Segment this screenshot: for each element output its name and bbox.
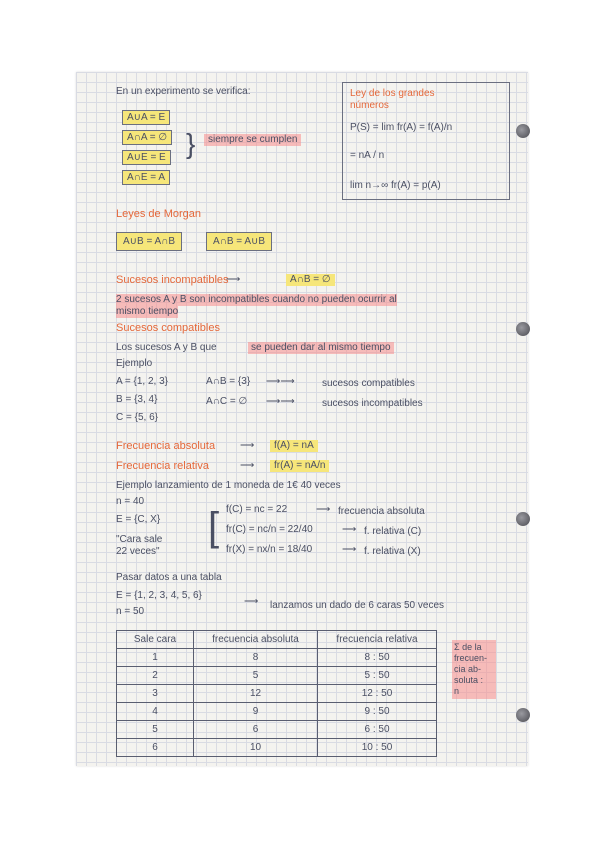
incompatible-title: Sucesos incompatibles <box>116 274 229 286</box>
table-header-row <box>117 631 437 649</box>
law-3: A∪E = E <box>122 150 171 165</box>
table-row <box>117 649 437 667</box>
side-note-line: cia ab- <box>454 664 482 674</box>
coin-f3: fr(X) = nx/n = 18/40 <box>226 544 313 555</box>
morgan-law-1: A∪B = A∩B <box>116 232 182 251</box>
dice-e: E = {1, 2, 3, 4, 5, 6} <box>116 590 202 601</box>
side-note-line: soluta : <box>454 675 484 685</box>
incompatible-desc-2: mismo tiempo <box>116 306 179 317</box>
cell: 6 : 50 <box>318 721 437 739</box>
coin-e: E = {C, X} <box>116 514 161 525</box>
arrow-icon: ⟶⟶ <box>266 396 295 407</box>
frequency-table <box>116 630 437 757</box>
set-c: C = {5, 6} <box>116 412 158 423</box>
compatible-title: Sucesos compatibles <box>116 322 220 334</box>
cell: 9 : 50 <box>318 703 437 721</box>
coin-f2-result: f. relativa (C) <box>364 526 422 537</box>
header-cell: frecuencia relativa <box>318 631 437 649</box>
arrow-icon: ⟶ <box>240 440 255 451</box>
coin-quote-2: 22 veces" <box>116 546 160 557</box>
rel-freq-formula: fr(A) = nA/n <box>270 460 329 472</box>
cell: 6 <box>194 721 318 739</box>
op-1: A∩B = {3} <box>206 376 251 387</box>
brace: } <box>186 128 196 159</box>
law-2: A∩A = ∅ <box>122 130 172 145</box>
arrow-icon: ⟶ <box>226 274 241 285</box>
table-row <box>117 703 437 721</box>
table-row <box>117 667 437 685</box>
dice-desc: lanzamos un dado de 6 caras 50 veces <box>270 600 444 611</box>
coin-f1-result: frecuencia absoluta <box>338 506 425 517</box>
incompatible-desc-1: 2 sucesos A y B son incompatibles cuando no pueden ocurrir al <box>116 294 397 305</box>
header-cell: Sale cara <box>117 631 194 649</box>
cell: 6 <box>117 739 194 757</box>
big-numbers-line-1: P(S) = lim fr(A) = f(A)/n <box>350 122 453 133</box>
morgan-law-2: A∩B = A∪B <box>206 232 272 251</box>
intro-text: En un experimento se verifica: <box>116 86 251 97</box>
coin-intro: Ejemplo lanzamiento de 1 moneda de 1€ 40 veces <box>116 480 341 491</box>
side-note-line: frecuen- <box>454 653 488 663</box>
cell: 8 <box>194 649 318 667</box>
cell: 12 <box>194 685 318 703</box>
cell: 2 <box>117 667 194 685</box>
side-note <box>452 640 496 699</box>
coin-quote-1: "Cara sale <box>116 534 163 545</box>
big-numbers-line-2: = nA / n <box>350 150 385 161</box>
binder-ring-icon <box>516 124 530 138</box>
notebook-page <box>76 72 528 766</box>
big-numbers-title-2: números <box>350 100 389 111</box>
side-note-line: Σ de la <box>454 642 482 652</box>
dice-intro: Pasar datos a una tabla <box>116 572 222 583</box>
rel-freq-label: Frecuencia relativa <box>116 460 209 472</box>
compatible-desc: Los sucesos A y B que <box>116 342 217 353</box>
set-a: A = {1, 2, 3} <box>116 376 168 387</box>
op-2-result: sucesos incompatibles <box>322 398 423 409</box>
cell: 5 <box>194 667 318 685</box>
dice-n: n = 50 <box>116 606 145 617</box>
cell: 9 <box>194 703 318 721</box>
cell: 1 <box>117 649 194 667</box>
binder-ring-icon <box>516 708 530 722</box>
compatible-highlight: se pueden dar al mismo tiempo <box>248 342 394 354</box>
coin-n: n = 40 <box>116 496 145 507</box>
abs-freq-formula: f(A) = nA <box>270 440 318 452</box>
cell: 5 <box>117 721 194 739</box>
example-label: Ejemplo <box>116 358 153 369</box>
binder-ring-icon <box>516 322 530 336</box>
abs-freq-label: Frecuencia absoluta <box>116 440 216 452</box>
table-row <box>117 721 437 739</box>
op-2: A∩C = ∅ <box>206 396 248 407</box>
arrow-icon: ⟶ <box>342 544 357 555</box>
cell: 10 <box>194 739 318 757</box>
cell: 4 <box>117 703 194 721</box>
cell: 5 : 50 <box>318 667 437 685</box>
morgan-title: Leyes de Morgan <box>116 208 201 220</box>
cell: 10 : 50 <box>318 739 437 757</box>
cell: 8 : 50 <box>318 649 437 667</box>
arrow-icon: ⟶⟶ <box>266 376 295 387</box>
arrow-icon: ⟶ <box>342 524 357 535</box>
arrow-icon: ⟶ <box>244 596 259 607</box>
law-1: A∪A = E <box>122 110 170 125</box>
law-4: A∩E = A <box>122 170 170 185</box>
coin-f2: fr(C) = nc/n = 22/40 <box>226 524 313 535</box>
big-numbers-line-3: lim n→∞ fr(A) = p(A) <box>350 180 441 191</box>
laws-note: siempre se cumplen <box>204 134 301 146</box>
table-row <box>117 685 437 703</box>
side-note-line: n <box>454 686 460 696</box>
big-numbers-title: Ley de los grandes <box>350 88 435 99</box>
cell: 12 : 50 <box>318 685 437 703</box>
table-row <box>117 739 437 757</box>
op-1-result: sucesos compatibles <box>322 378 415 389</box>
coin-f1: f(C) = nc = 22 <box>226 504 288 515</box>
brace: [ <box>208 505 220 549</box>
arrow-icon: ⟶ <box>316 504 331 515</box>
set-b: B = {3, 4} <box>116 394 158 405</box>
coin-f3-result: f. relativa (X) <box>364 546 421 557</box>
cell: 3 <box>117 685 194 703</box>
binder-ring-icon <box>516 512 530 526</box>
header-cell: frecuencia absoluta <box>194 631 318 649</box>
incompatible-result: A∩B = ∅ <box>286 274 335 286</box>
arrow-icon: ⟶ <box>240 460 255 471</box>
